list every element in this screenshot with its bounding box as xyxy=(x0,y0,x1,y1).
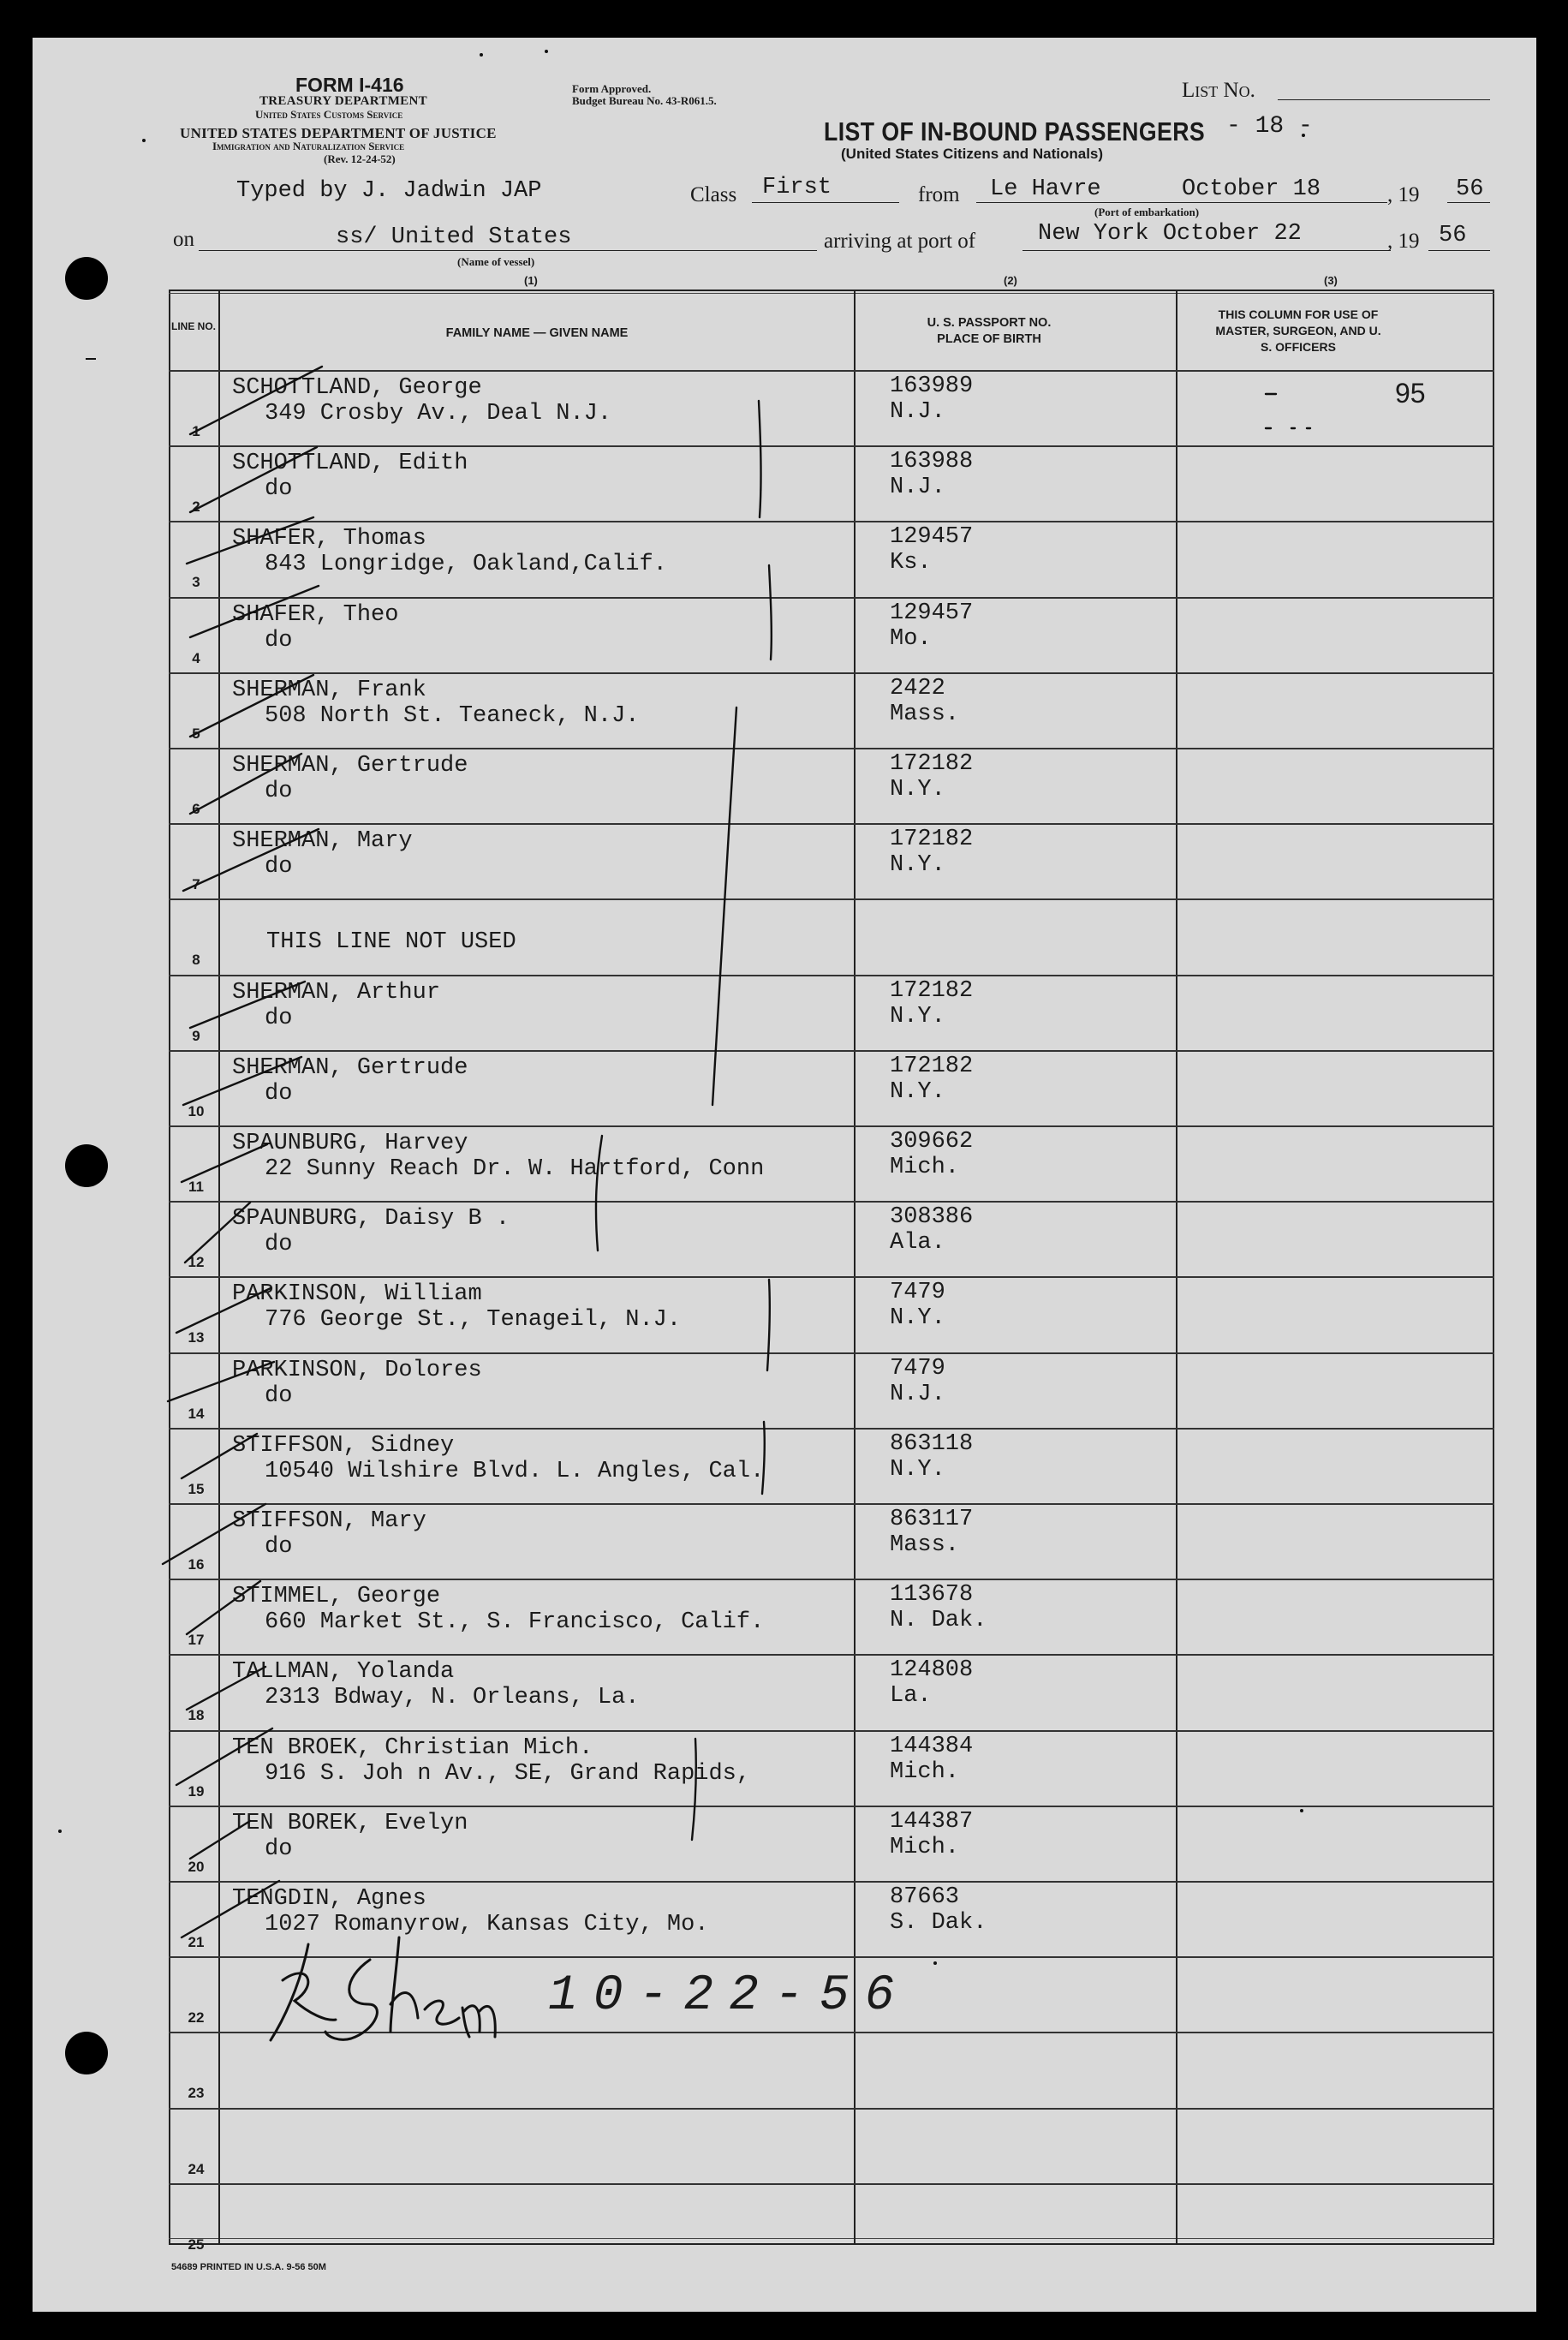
passenger-name: TEN BROEK, Christian Mich. xyxy=(232,1734,593,1761)
list-number: - 18 - xyxy=(1226,113,1313,140)
passenger-address: do xyxy=(265,779,293,804)
passport-number: 129457 xyxy=(890,524,974,551)
line-number: 9 xyxy=(192,1027,200,1044)
unused-line-note: THIS LINE NOT USED xyxy=(266,929,516,956)
row-divider xyxy=(169,1276,1494,1278)
row-divider xyxy=(169,1352,1494,1354)
passenger-name: PARKINSON, Dolores xyxy=(232,1357,482,1383)
budget-bureau: Budget Bureau No. 43-R061.5. xyxy=(572,94,717,107)
line-number: 6 xyxy=(192,801,200,817)
arrival-line xyxy=(1022,250,1391,251)
place-of-birth: N.J. xyxy=(890,399,945,425)
divider-passport xyxy=(1176,290,1177,2245)
typed-by: Typed by J. Jadwin JAP xyxy=(236,178,542,204)
line-number: 22 xyxy=(188,2009,205,2027)
row-divider xyxy=(169,1050,1494,1052)
place-of-birth: N.Y. xyxy=(890,1003,945,1030)
place-of-birth: Ks. xyxy=(890,550,932,576)
passport-number: 144384 xyxy=(890,1733,974,1759)
dept-justice: UNITED STATES DEPARTMENT OF JUSTICE xyxy=(180,125,497,141)
line-number: 15 xyxy=(188,1480,205,1497)
passenger-name: TEN BOREK, Evelyn xyxy=(232,1810,468,1836)
line-number: 10 xyxy=(188,1102,205,1119)
passenger-address: 843 Longridge, Oakland,Calif. xyxy=(265,552,667,578)
class-label: Class xyxy=(690,183,737,206)
place-of-birth: Mich. xyxy=(890,1758,960,1785)
passport-number: 309662 xyxy=(890,1129,974,1155)
passport-number: 163988 xyxy=(890,449,974,475)
class-value: First xyxy=(762,175,832,200)
dept-justice-sub: Immigration and Naturalization Service xyxy=(212,140,405,152)
place-of-birth: N.Y. xyxy=(890,852,945,879)
passenger-address: 660 Market St., S. Francisco, Calif. xyxy=(265,1609,765,1636)
line-number: 3 xyxy=(192,574,200,591)
row-divider xyxy=(169,1579,1494,1580)
list-no-line xyxy=(1278,99,1490,100)
speck xyxy=(480,53,483,57)
passport-number: 863118 xyxy=(890,1430,974,1457)
line-number: 23 xyxy=(188,2085,205,2102)
line-number: 2 xyxy=(192,498,200,516)
row-divider xyxy=(169,597,1494,599)
place-of-birth: N.Y. xyxy=(890,1305,945,1332)
passport-number: 124808 xyxy=(890,1657,974,1684)
place-of-birth: N.Y. xyxy=(890,1456,945,1483)
passenger-name: SPAUNBURG, Harvey xyxy=(232,1131,468,1156)
passenger-name: SCHOTTLAND, Edith xyxy=(232,451,468,477)
row-divider xyxy=(169,2183,1494,2185)
form-revision: (Rev. 12-24-52) xyxy=(324,152,396,165)
line-number: 11 xyxy=(188,1179,204,1195)
arrival-year: 56 xyxy=(1439,223,1467,248)
row-divider xyxy=(169,2032,1494,2033)
col-header-line-no: LINE NO. xyxy=(170,320,216,332)
speck xyxy=(142,139,146,142)
divider-line-no xyxy=(218,290,220,2245)
row-divider xyxy=(169,445,1494,447)
line-number: 21 xyxy=(188,1934,205,1950)
line-number: 13 xyxy=(188,1329,205,1346)
signature-text xyxy=(257,1953,258,1954)
col-header-name: FAMILY NAME — GIVEN NAME xyxy=(445,326,629,340)
passenger-address: 916 S. Joh n Av., SE, Grand Rapids, xyxy=(265,1760,751,1787)
line-number: 24 xyxy=(188,2160,205,2177)
print-footer: 54689 PRINTED IN U.S.A. 9-56 50M xyxy=(171,2262,326,2272)
port-embark-caption: (Port of embarkation) xyxy=(1094,206,1200,218)
row-divider xyxy=(169,1428,1494,1430)
punch-hole-top xyxy=(65,257,108,300)
row-divider xyxy=(169,1730,1494,1732)
place-of-birth: N. Dak. xyxy=(890,1608,987,1634)
column-number-2: (2) xyxy=(1004,274,1017,287)
vessel-line xyxy=(199,250,817,251)
place-of-birth: N.Y. xyxy=(890,777,945,803)
passenger-name: PARKINSON, William xyxy=(232,1281,482,1308)
place-of-birth: Ala. xyxy=(890,1230,945,1257)
passenger-name: SHAFER, Theo xyxy=(232,601,399,628)
passport-number: 308386 xyxy=(890,1204,974,1231)
passenger-name: SHERMAN, Frank xyxy=(232,677,426,703)
row-divider xyxy=(169,1806,1494,1807)
embark-year-prefix: , 19 xyxy=(1387,183,1420,206)
embark-date: October 18 xyxy=(1182,176,1321,202)
embark-year-line xyxy=(1447,202,1490,203)
passenger-address: 1027 Romanyrow, Kansas City, Mo. xyxy=(265,1912,709,1937)
line-number: 12 xyxy=(188,1254,205,1271)
row-divider xyxy=(169,521,1494,522)
line-number: 19 xyxy=(188,1782,205,1800)
passenger-name: SHAFER, Thomas xyxy=(232,526,426,552)
row-divider xyxy=(169,898,1494,900)
line-number: 4 xyxy=(192,649,200,666)
passenger-address: 776 George St., Tenageil, N.J. xyxy=(265,1307,682,1334)
passport-number: 87663 xyxy=(890,1884,960,1910)
list-no-label: List No. xyxy=(1182,79,1255,102)
line-number: 25 xyxy=(188,2236,205,2253)
passenger-address: do xyxy=(265,1534,293,1560)
passenger-address: do xyxy=(265,1232,293,1258)
arrival-year-line xyxy=(1428,250,1490,251)
punch-hole-middle xyxy=(65,1144,108,1187)
vessel-caption: (Name of vessel) xyxy=(457,255,535,268)
on-label: on xyxy=(173,228,194,251)
row-divider xyxy=(169,1881,1494,1883)
col-header-passport: U. S. PASSPORT NO. PLACE OF BIRTH xyxy=(927,316,1052,346)
passport-number: 7479 xyxy=(890,1280,945,1306)
divider-name xyxy=(854,290,856,2245)
passenger-address: do xyxy=(265,627,293,654)
form-number: FORM I-416 xyxy=(295,74,404,96)
row-divider xyxy=(169,1956,1494,1958)
speck xyxy=(545,50,548,53)
line-number: 18 xyxy=(188,1707,205,1724)
passenger-address: 2313 Bdway, N. Orleans, La. xyxy=(265,1685,640,1711)
line-number: 7 xyxy=(192,876,200,893)
passenger-name: SCHOTTLAND, George xyxy=(232,375,482,401)
passenger-address: do xyxy=(265,476,293,503)
row-divider xyxy=(169,1654,1494,1656)
passenger-address: 349 Crosby Av., Deal N.J. xyxy=(265,401,612,427)
line-number: 17 xyxy=(188,1632,205,1649)
passport-number: 172182 xyxy=(890,751,974,777)
passenger-name: TALLMAN, Yolanda xyxy=(232,1659,455,1686)
place-of-birth: N.J. xyxy=(890,1381,945,1407)
row-divider xyxy=(169,2108,1494,2110)
row-divider xyxy=(169,748,1494,749)
passenger-name: TENGDIN, Agnes xyxy=(232,1886,426,1912)
arrival-year-prefix: , 19 xyxy=(1387,230,1420,253)
place-of-birth: N.Y. xyxy=(890,1078,945,1105)
row-divider xyxy=(169,1125,1494,1127)
passenger-address: 508 North St. Teaneck, N.J. xyxy=(265,702,640,729)
passport-number: 2422 xyxy=(890,675,945,701)
line-number: 5 xyxy=(192,725,200,742)
line-number: 14 xyxy=(188,1405,205,1422)
punch-hole-bottom xyxy=(65,2032,108,2074)
speck xyxy=(58,1830,62,1833)
passenger-name: SPAUNBURG, Daisy B . xyxy=(232,1206,510,1233)
row-divider xyxy=(169,823,1494,825)
embark-line xyxy=(976,202,1387,203)
passenger-name: SHERMAN, Gertrude xyxy=(232,753,468,779)
table-border xyxy=(169,290,1494,2245)
place-of-birth: N.J. xyxy=(890,475,945,501)
margin-mark xyxy=(86,358,96,360)
passport-number: 172182 xyxy=(890,1053,974,1079)
row-divider xyxy=(169,672,1494,674)
dept-treasury: TREASURY DEPARTMENT xyxy=(259,94,427,108)
place-of-birth: Mo. xyxy=(890,625,932,652)
passport-number: 863117 xyxy=(890,1507,974,1532)
passport-number: 172182 xyxy=(890,977,974,1004)
place-of-birth: Mich. xyxy=(890,1155,960,1180)
passport-number: 113678 xyxy=(890,1582,974,1609)
form-approved: Form Approved. xyxy=(572,82,652,95)
passenger-name: SHERMAN, Mary xyxy=(232,828,413,855)
passenger-address: do xyxy=(265,1080,293,1107)
place-of-birth: S. Dak. xyxy=(890,1910,987,1936)
passenger-name: SHERMAN, Arthur xyxy=(232,979,441,1006)
passenger-address: do xyxy=(265,1382,293,1409)
passenger-address: do xyxy=(265,854,293,880)
line-number: 16 xyxy=(188,1556,205,1573)
column-number-1: (1) xyxy=(524,274,538,287)
column-number-3: (3) xyxy=(1324,274,1338,287)
arrival-port-date: New York October 22 xyxy=(1038,221,1302,247)
table-top-double xyxy=(169,293,1494,294)
passenger-address: do xyxy=(265,1836,293,1862)
passenger-name: STIFFSON, Sidney xyxy=(232,1432,455,1459)
passport-number: 163989 xyxy=(890,373,974,399)
passenger-table xyxy=(169,290,1494,2245)
row-divider xyxy=(169,1503,1494,1505)
place-of-birth: La. xyxy=(890,1683,932,1710)
passport-number: 7479 xyxy=(890,1355,945,1382)
line-number: 1 xyxy=(192,423,200,439)
port-embarkation: Le Havre xyxy=(990,176,1101,202)
row-divider xyxy=(169,975,1494,976)
line-number: 8 xyxy=(192,952,200,969)
vessel-name: ss/ United States xyxy=(336,224,572,250)
row-divider xyxy=(169,370,1494,372)
passenger-address: 22 Sunny Reach Dr. W. Hartford, Conn xyxy=(265,1156,765,1182)
dept-treasury-sub: United States Customs Service xyxy=(255,108,403,121)
passport-number: 172182 xyxy=(890,827,974,853)
from-label: from xyxy=(918,183,960,206)
embark-year: 56 xyxy=(1456,176,1484,202)
passport-number: 129457 xyxy=(890,600,974,626)
list-subtitle: (United States Citizens and Nationals) xyxy=(841,146,1104,162)
officer-note: 95 xyxy=(1395,378,1426,409)
place-of-birth: Mich. xyxy=(890,1834,960,1860)
passenger-address: do xyxy=(265,1005,293,1031)
passenger-name: STIFFSON, Mary xyxy=(232,1508,426,1534)
row-divider xyxy=(169,1201,1494,1203)
list-title: LIST OF IN-BOUND PASSENGERS xyxy=(824,116,1206,146)
arriving-label: arriving at port of xyxy=(824,230,976,253)
passenger-address: 10540 Wilshire Blvd. L. Angles, Cal. xyxy=(265,1458,765,1484)
passenger-name: SHERMAN, Gertrude xyxy=(232,1054,468,1081)
place-of-birth: Mass. xyxy=(890,701,960,727)
class-line xyxy=(752,202,899,203)
passenger-name: STIMMEL, George xyxy=(232,1584,441,1610)
place-of-birth: Mass. xyxy=(890,1532,960,1558)
line-number: 20 xyxy=(188,1858,205,1875)
passport-number: 144387 xyxy=(890,1808,974,1835)
table-bottom-double xyxy=(169,2238,1494,2239)
signature-date: 10-22-56 xyxy=(548,1968,910,2024)
col-header-officers: THIS COLUMN FOR USE OF MASTER, SURGEON, AND U. S. OFFICERS xyxy=(1215,307,1381,354)
